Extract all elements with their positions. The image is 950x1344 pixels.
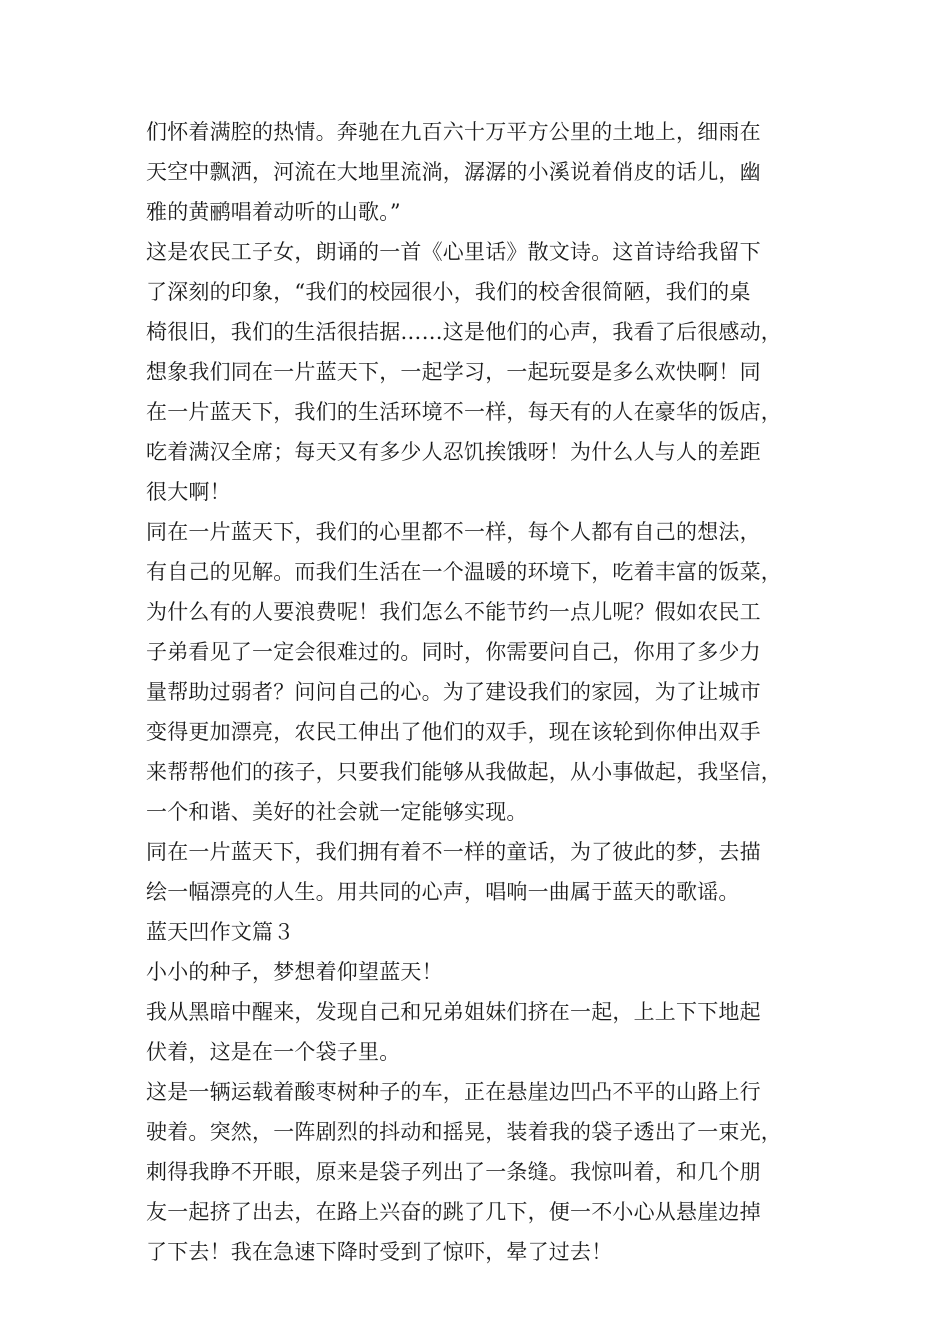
- text-line: 来帮帮他们的孩子，只要我们能够从我做起，从小事做起，我坚信，: [146, 760, 782, 784]
- text-line: 在一片蓝天下，我们的生活环境不一样，每天有的人在豪华的饭店，: [146, 400, 782, 424]
- text-line: 天空中飘洒，河流在大地里流淌，潺潺的小溪说着俏皮的话儿，幽: [146, 160, 761, 184]
- text-line: 们怀着满腔的热情。奔驰在九百六十万平方公里的土地上，细雨在: [146, 120, 761, 144]
- text-line: 了深刻的印象，“我们的校园很小，我们的校舍很简陋，我们的桌: [146, 280, 751, 304]
- text-line: 了下去！我在急速下降时受到了惊吓，晕了过去！: [146, 1240, 613, 1264]
- text-line: 一个和谐、美好的社会就一定能够实现。: [146, 800, 528, 824]
- text-line: 同在一片蓝天下，我们拥有着不一样的童话，为了彼此的梦，去描: [146, 840, 761, 864]
- text-line: 有自己的见解。而我们生活在一个温暖的环境下，吃着丰富的饭菜，: [146, 560, 782, 584]
- text-line: 小小的种子，梦想着仰望蓝天！: [146, 960, 443, 984]
- text-line: 这是农民工子女，朗诵的一首《心里话》散文诗。这首诗给我留下: [146, 240, 761, 264]
- text-line: 友一起挤了出去，在路上兴奋的跳了几下，便一不小心从悬崖边掉: [146, 1200, 761, 1224]
- text-line: 伏着，这是在一个袋子里。: [146, 1040, 401, 1064]
- text-line: 我从黑暗中醒来，发现自己和兄弟姐妹们挤在一起，上上下下地起: [146, 1000, 761, 1024]
- text-line: 变得更加漂亮，农民工伸出了他们的双手，现在该轮到你伸出双手: [146, 720, 761, 744]
- text-line: 同在一片蓝天下，我们的心里都不一样，每个人都有自己的想法，: [146, 520, 761, 544]
- text-line: 驶着。突然，一阵剧烈的抖动和摇晃，装着我的袋子透出了一束光，: [146, 1120, 782, 1144]
- text-line: 量帮助过弱者？问问自己的心。为了建设我们的家园，为了让城市: [146, 680, 761, 704]
- section-heading: 蓝天凹作文篇３: [146, 920, 295, 944]
- text-line: 想象我们同在一片蓝天下，一起学习，一起玩耍是多么欢快啊！同: [146, 360, 761, 384]
- text-line: 雅的黄鹂唱着动听的山歌。”: [146, 200, 401, 224]
- text-line: 绘一幅漂亮的人生。用共同的心声，唱响一曲属于蓝天的歌谣。: [146, 880, 740, 904]
- text-line: 子弟看见了一定会很难过的。同时，你需要问自己，你用了多少力: [146, 640, 761, 664]
- text-line: 刺得我睁不开眼，原来是袋子列出了一条缝。我惊叫着，和几个朋: [146, 1160, 761, 1184]
- document-body: [146, 112, 826, 1272]
- text-line: 椅很旧，我们的生活很拮据……这是他们的心声，我看了后很感动，: [146, 320, 782, 344]
- text-line: 很大啊！: [146, 480, 231, 504]
- text-line: 为什么有的人要浪费呢！我们怎么不能节约一点儿呢？假如农民工: [146, 600, 761, 624]
- text-line: 吃着满汉全席；每天又有多少人忍饥挨饿呀！为什么人与人的差距: [146, 440, 761, 464]
- text-line: 这是一辆运载着酸枣树种子的车，正在悬崖边凹凸不平的山路上行: [146, 1080, 761, 1104]
